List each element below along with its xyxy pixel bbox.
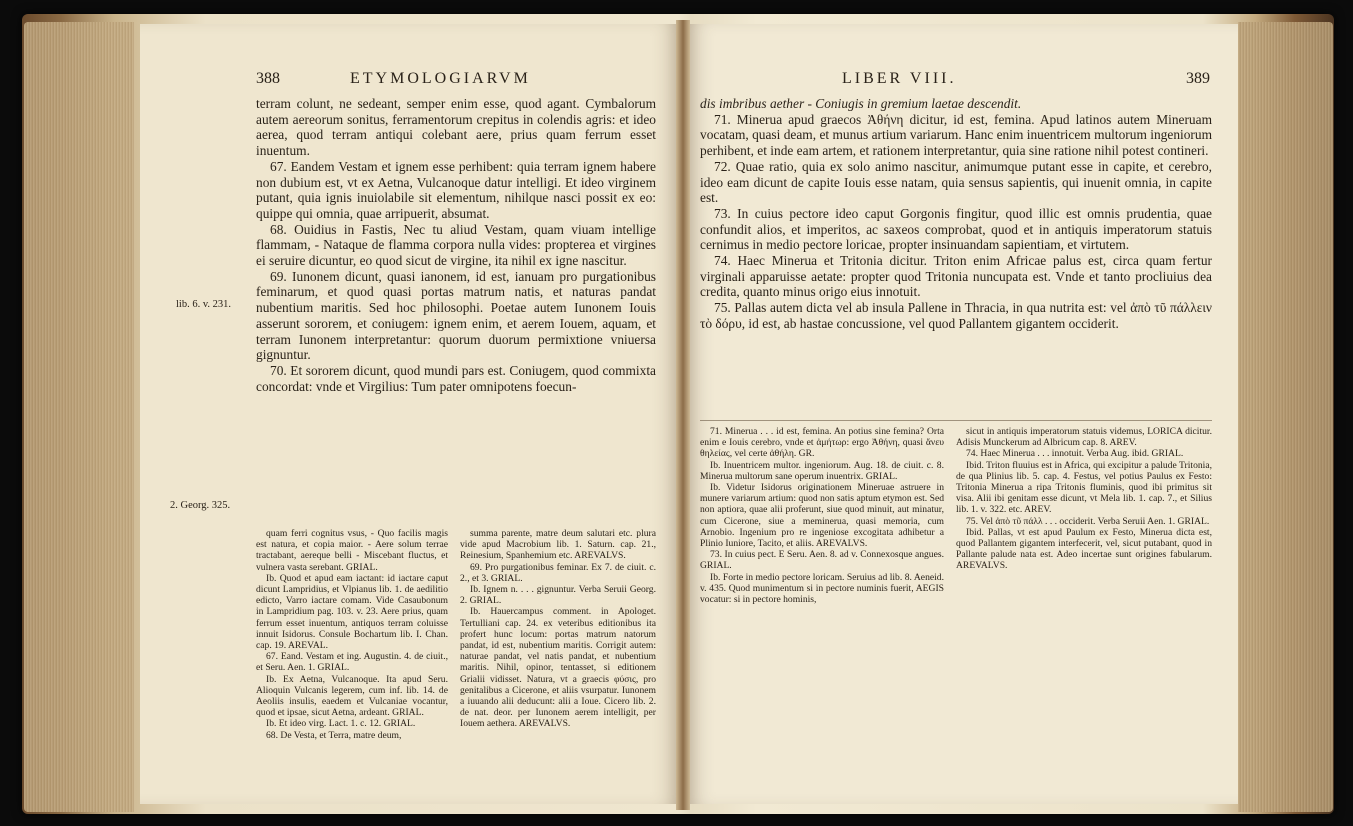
- right-notes-column-2: [956, 426, 1212, 572]
- paragraph: dis imbribus aether - Coniugis in gremium laetae descendit.: [700, 96, 1022, 111]
- paragraph: 70. Et sororem dicunt, quod mundi pars est. Coniugem, quod commixta concordat: vnde et Virgilius: Tum pater omnipotens foecun-: [256, 362, 656, 394]
- paragraph: 71. Minerua apud graecos Ἀθήνη dicitur, id est, femina. Apud latinos autem Mineruam vocatam, quasi deam, et munus artium variarum. Hanc enim inuentricem multorum ingeniorum perhibent, et inde eam artem, et rationem interpretantur, quia sine ratione nihil potest contineri.: [700, 111, 1212, 159]
- right-page-edges: [1238, 22, 1333, 812]
- paragraph: terram colunt, ne sedeant, semper enim esse, quod agant. Cymbalorum autem aereorum sonitus, ferramentorum crepitus in colendis agris: et ideo aerea, quod terram antiqui colebant aere, prius quam ferrum esset inuentum.: [256, 96, 656, 159]
- footnote: Ib. Ignem n. . . . gignuntur. Verba Seruii Georg. 2. GRIAL.: [460, 584, 656, 607]
- paragraph: 74. Haec Minerua et Tritonia dicitur. Triton enim Africae palus est, circa quam fertur virginali apparuisse aetate: propter quod Tritonia nuncupata est. Vnde et tanto procliuius dea credita, quanto minus origo eius innotuit.: [700, 253, 1212, 300]
- notes-divider: [700, 420, 1212, 421]
- footnote: Ib. Ex Aetna, Vulcanoque. Ita apud Seru. Alioquin Vulcanis legerem, cum inf. lib. 14. de Aeoliis insulis, eaedem et Vulcaniae vocantur, quod et ipsae, sicut Aetna, ardeant. GRIAL.: [256, 673, 448, 719]
- left-page-edges: [24, 22, 134, 812]
- footnote: 68. De Vesta, et Terra, matre deum,: [266, 729, 402, 741]
- footnote: 74. Haec Minerua . . . innotuit. Verba Aug. ibid. GRIAL.: [966, 448, 1184, 460]
- footnote: 69. Pro purgationibus feminar. Ex 7. de ciuit. c. 2., et 3. GRIAL.: [460, 561, 656, 584]
- footnote: sicut in antiquis imperatorum statuis videmus, LORICA dicitur. Adisis Munckerum ad Albricum cap. 8. AREV.: [956, 426, 1212, 449]
- margin-note: lib. 6. v. 231.: [176, 299, 232, 310]
- left-page-number: 388: [256, 70, 280, 87]
- footnote: Ibid. Pallas, vt est apud Paulum ex Festo, Minerua dicta est, quod Pallantem gigantem interfecerit, vel, sicut putabant, quod in Pallante palude nata est. Adeo incertae sunt origines fabularum. AREVALVS.: [956, 526, 1212, 572]
- left-main-text: [256, 96, 656, 394]
- footnote: 75. Vel ἀπὸ τῦ πάλλ . . . occiderit. Verba Seruii Aen. 1. GRIAL.: [966, 515, 1210, 527]
- footnote: Ib. Videtur Isidorus originationem Mineruae astruere in munere variarum artium: quod non satis aptum etymon est. Sed non aptiora, quae alii proferunt, siue quod minuit, aut minatur, cum Cicerone, siue a meminerua, quasi memoria, cum Arnobio. Ingenium pro re ingeniose excogitata adhibetur a Plinio Iuniore, Tacito, et aliis. AREVALVS.: [700, 482, 944, 550]
- left-notes-column-1: [256, 528, 448, 741]
- right-page-number: 389: [1186, 70, 1210, 87]
- right-running-head: LIBER VIII.: [842, 70, 957, 87]
- footnote: Ib. Quod et apud eam iactant: id iactare caput dicunt Lampridius, et Vlpianus lib. 1. de aedilitio edicto, Varro iactare comam. Vide Casaubonum in Lampridium pag. 103. v. 23. Aere prius, quam ferrum esset inuentum, antiquos terram coluisse innuit Isidorus. Consule Bochartum lib. I. Chan. cap. 19. AREVAL.: [256, 572, 448, 652]
- footnote: Ib. Hauercampus comment. in Apologet. Tertulliani cap. 24. ex veteribus editionibus ita profert hunc locum: portas matrum natorum pandat, id est, nubentium maritis. Corrigit autem: naturae pandat, vel natis pandat, et nubentium maritis. Nihil, opinor, tentasset, si editionem Grialii vidisset. Natura, vt a graecis φύσις, pro genitalibus a Cicerone, et aliis vsurpatur. Iunonem a iuuando alii deducunt: alii a Ioue. Cicero lib. 2. de nat. deor. per Iunonem aerem intelligit, per Iouem aethera. AREVALVS.: [460, 606, 656, 730]
- left-running-head: ETYMOLOGIARVM: [350, 70, 531, 87]
- right-main-text: [700, 96, 1212, 332]
- book-gutter: [676, 20, 690, 810]
- left-page-header: [256, 70, 531, 88]
- paragraph: 73. In cuius pectore ideo caput Gorgonis fingitur, quod illic est omnis prudentia, quae confundit alios, et imperitos, ac saxeos comprobat, quod et in antiquis imperatorum statuis cernimus in medio pectore loricae, propter insinuandam sapientiam, et virtutem.: [700, 205, 1212, 253]
- right-page-header: [842, 70, 1210, 88]
- footnote: Ib. Inuentricem multor. ingeniorum. Aug. 18. de ciuit. c. 8. Minerua multorum sane operum inuentrix. GRIAL.: [700, 459, 944, 482]
- margin-note: 2. Georg. 325.: [170, 500, 231, 511]
- paragraph: 75. Pallas autem dicta vel ab insula Pallene in Thracia, in qua nutrita est: vel ἀπὸ τῦ πάλλειν τὸ δόρυ, id est, ab hastae concussione, vel quod Pallantem gigantem occiderit.: [700, 300, 1212, 331]
- left-notes-column-2: [460, 528, 656, 730]
- footnote: summa parente, matre deum salutari etc. plura vide apud Macrobium lib. 1. Saturn. cap. 21., Reinesium, Spanhemium etc. AREVALVS.: [460, 528, 656, 562]
- paragraph: 67. Eandem Vestam et ignem esse perhibent: quia terram ignem habere non dubium est, vt ex Aetna, Vulcanoque datur intelligi. Et ideo virginem putant, quia ignis inuiolabile sit elementum, nihilque nasci possit ex eo: quippe qui omnia, quae arripuerit, absumat.: [256, 158, 656, 221]
- paragraph: 68. Ouidius in Fastis, Nec tu aliud Vestam, quam viuam intellige flammam, - Nataque de flamma corpora nulla vides: propterea et virgines ei seruire dicuntur, eo quod sicut de virgine, ita nihil ex igne nascitur.: [256, 221, 656, 269]
- footnote: 67. Eand. Vestam et ing. Augustin. 4. de ciuit., et Seru. Aen. 1. GRIAL.: [256, 651, 448, 674]
- paragraph: 69. Iunonem dicunt, quasi ianonem, id est, ianuam pro purgationibus feminarum, et quod quasi portas matrum natis, et naturas pandat nubentium maritis. Sed hoc philosophi. Poetae autem Iunonem Iouis asserunt sororem, et coniugem: ignem enim, et aerem Iouem, aquam, et terram Iunonem interpretantur: quorum duorum permixtione vniuersa gignuntur.: [256, 268, 656, 363]
- right-notes-column-1: [700, 426, 944, 605]
- footnote: Ib. Et ideo virg. Lact. 1. c. 12. GRIAL.: [266, 718, 416, 730]
- footnote: quam ferri cognitus vsus, - Quo facilis magis est natura, et copia maior. - Aere solum terrae tractabant, aereque belli - Miscebant fluctus, et vulnera vasta serebant. GRIAL.: [256, 528, 448, 573]
- footnote: Ib. Forte in medio pectore loricam. Seruius ad lib. 8. Aeneid. v. 435. Quod munimentum si in pectore numinis fuerit, AEGIS vocatur: si in pectore hominis,: [700, 571, 944, 606]
- footnote: 71. Minerua . . . id est, femina. An potius sine femina? Orta enim e Iouis cerebro, vnde et ἀμήτωρ: ergo Ἀθήνη, quasi ἄνευ θηλείας, vel certe ἀθήλη. GR.: [700, 426, 944, 460]
- footnote: 73. In cuius pect. E Seru. Aen. 8. ad v. Connexosque angues. GRIAL.: [700, 549, 944, 572]
- paragraph: 72. Quae ratio, quia ex solo animo nascitur, animumque putant esse in capite, et cerebro, ideo eam dicunt de capite Iouis esse natam, quia sensus sapientis, qui inuenit omnia, in capite est.: [700, 158, 1212, 206]
- footnote: Ibid. Triton fluuius est in Africa, qui excipitur a palude Tritonia, de qua Plinius lib. 5. cap. 4. Festus, vel potius Paulus ex Festo: Tritonia Minerua a ripa Tritonis fluminis, quod ibi primitus sit visa. Alii ibi genitam esse dicunt, vt Mela lib. 1. cap. 7., et Silius lib. 1. v. 322. etc. AREV.: [956, 459, 1212, 516]
